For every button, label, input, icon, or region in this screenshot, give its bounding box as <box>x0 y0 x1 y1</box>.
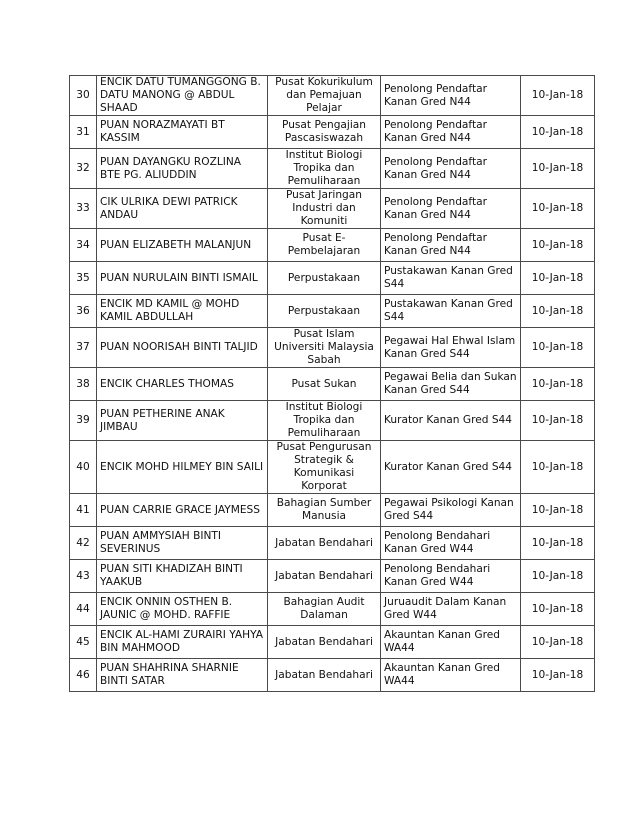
position: Pegawai Psikologi Kanan Gred S44 <box>381 494 521 527</box>
date: 10-Jan-18 <box>521 368 595 401</box>
position: Pegawai Hal Ehwal Islam Kanan Gred S44 <box>381 328 521 368</box>
department: Jabatan Bendahari <box>268 560 381 593</box>
staff-name: PUAN PETHERINE ANAK JIMBAU <box>97 401 268 441</box>
staff-name: PUAN CARRIE GRACE JAYMESS <box>97 494 268 527</box>
position: Penolong Pendaftar Kanan Gred N44 <box>381 116 521 149</box>
table-row <box>70 368 595 401</box>
row-number: 35 <box>70 262 97 295</box>
row-number: 44 <box>70 593 97 626</box>
department: Pusat Sukan <box>268 368 381 401</box>
staff-name: CIK ULRIKA DEWI PATRICK ANDAU <box>97 189 268 229</box>
staff-name: PUAN NOORISAH BINTI TALJID <box>97 328 268 368</box>
staff-name: PUAN NURULAIN BINTI ISMAIL <box>97 262 268 295</box>
row-number: 31 <box>70 116 97 149</box>
department: Pusat Pengajian Pascasiswazah <box>268 116 381 149</box>
department: Institut Biologi Tropika dan Pemuliharaan <box>268 401 381 441</box>
position: Kurator Kanan Gred S44 <box>381 401 521 441</box>
table-row <box>70 189 595 229</box>
table-row <box>70 295 595 328</box>
staff-name: ENCIK MD KAMIL @ MOHD KAMIL ABDULLAH <box>97 295 268 328</box>
staff-name: ENCIK CHARLES THOMAS <box>97 368 268 401</box>
staff-name: ENCIK MOHD HILMEY BIN SAILI <box>97 441 268 494</box>
position: Penolong Pendaftar Kanan Gred N44 <box>381 189 521 229</box>
date: 10-Jan-18 <box>521 76 595 116</box>
position: Penolong Pendaftar Kanan Gred N44 <box>381 229 521 262</box>
staff-name: PUAN DAYANGKU ROZLINA BTE PG. ALIUDDIN <box>97 149 268 189</box>
row-number: 34 <box>70 229 97 262</box>
department: Pusat Kokurikulum dan Pemajuan Pelajar <box>268 76 381 116</box>
table-row <box>70 116 595 149</box>
department: Pusat Jaringan Industri dan Komuniti <box>268 189 381 229</box>
staff-name: ENCIK DATU TUMANGGONG B. DATU MANONG @ ABDUL SHAAD <box>97 76 268 116</box>
row-number: 33 <box>70 189 97 229</box>
date: 10-Jan-18 <box>521 328 595 368</box>
position: Juruaudit Dalam Kanan Gred W44 <box>381 593 521 626</box>
table-row <box>70 229 595 262</box>
staff-table <box>69 75 595 692</box>
department: Perpustakaan <box>268 295 381 328</box>
position: Akauntan Kanan Gred WA44 <box>381 659 521 692</box>
date: 10-Jan-18 <box>521 560 595 593</box>
position: Penolong Bendahari Kanan Gred W44 <box>381 560 521 593</box>
date: 10-Jan-18 <box>521 229 595 262</box>
position: Penolong Pendaftar Kanan Gred N44 <box>381 149 521 189</box>
department: Jabatan Bendahari <box>268 527 381 560</box>
department: Bahagian Sumber Manusia <box>268 494 381 527</box>
table-row <box>70 149 595 189</box>
row-number: 40 <box>70 441 97 494</box>
date: 10-Jan-18 <box>521 401 595 441</box>
date: 10-Jan-18 <box>521 659 595 692</box>
row-number: 38 <box>70 368 97 401</box>
table-row <box>70 262 595 295</box>
date: 10-Jan-18 <box>521 593 595 626</box>
date: 10-Jan-18 <box>521 494 595 527</box>
department: Institut Biologi Tropika dan Pemuliharaan <box>268 149 381 189</box>
position: Kurator Kanan Gred S44 <box>381 441 521 494</box>
table-row <box>70 626 595 659</box>
table-row <box>70 441 595 494</box>
department: Pusat E-Pembelajaran <box>268 229 381 262</box>
department: Pusat Pengurusan Strategik & Komunikasi Korporat <box>268 441 381 494</box>
table-row <box>70 328 595 368</box>
date: 10-Jan-18 <box>521 295 595 328</box>
table-row <box>70 494 595 527</box>
position: Penolong Bendahari Kanan Gred W44 <box>381 527 521 560</box>
staff-name: ENCIK AL-HAMI ZURAIRI YAHYA BIN MAHMOOD <box>97 626 268 659</box>
staff-name: PUAN NORAZMAYATI BT KASSIM <box>97 116 268 149</box>
table-row <box>70 659 595 692</box>
row-number: 39 <box>70 401 97 441</box>
row-number: 30 <box>70 76 97 116</box>
department: Jabatan Bendahari <box>268 626 381 659</box>
date: 10-Jan-18 <box>521 189 595 229</box>
position: Akauntan Kanan Gred WA44 <box>381 626 521 659</box>
staff-name: PUAN SHAHRINA SHARNIE BINTI SATAR <box>97 659 268 692</box>
department: Jabatan Bendahari <box>268 659 381 692</box>
row-number: 32 <box>70 149 97 189</box>
row-number: 46 <box>70 659 97 692</box>
date: 10-Jan-18 <box>521 626 595 659</box>
position: Pegawai Belia dan Sukan Kanan Gred S44 <box>381 368 521 401</box>
table-row <box>70 76 595 116</box>
date: 10-Jan-18 <box>521 527 595 560</box>
staff-name: PUAN ELIZABETH MALANJUN <box>97 229 268 262</box>
date: 10-Jan-18 <box>521 149 595 189</box>
department: Pusat Islam Universiti Malaysia Sabah <box>268 328 381 368</box>
table-row <box>70 593 595 626</box>
staff-table-body <box>70 76 595 692</box>
department: Bahagian Audit Dalaman <box>268 593 381 626</box>
date: 10-Jan-18 <box>521 116 595 149</box>
staff-name: ENCIK ONNIN OSTHEN B. JAUNIC @ MOHD. RAFFIE <box>97 593 268 626</box>
position: Pustakawan Kanan Gred S44 <box>381 295 521 328</box>
position: Pustakawan Kanan Gred S44 <box>381 262 521 295</box>
row-number: 36 <box>70 295 97 328</box>
date: 10-Jan-18 <box>521 262 595 295</box>
table-row <box>70 560 595 593</box>
row-number: 43 <box>70 560 97 593</box>
table-row <box>70 401 595 441</box>
staff-name: PUAN AMMYSIAH BINTI SEVERINUS <box>97 527 268 560</box>
date: 10-Jan-18 <box>521 441 595 494</box>
staff-name: PUAN SITI KHADIZAH BINTI YAAKUB <box>97 560 268 593</box>
row-number: 45 <box>70 626 97 659</box>
table-row <box>70 527 595 560</box>
row-number: 41 <box>70 494 97 527</box>
position: Penolong Pendaftar Kanan Gred N44 <box>381 76 521 116</box>
row-number: 37 <box>70 328 97 368</box>
department: Perpustakaan <box>268 262 381 295</box>
row-number: 42 <box>70 527 97 560</box>
